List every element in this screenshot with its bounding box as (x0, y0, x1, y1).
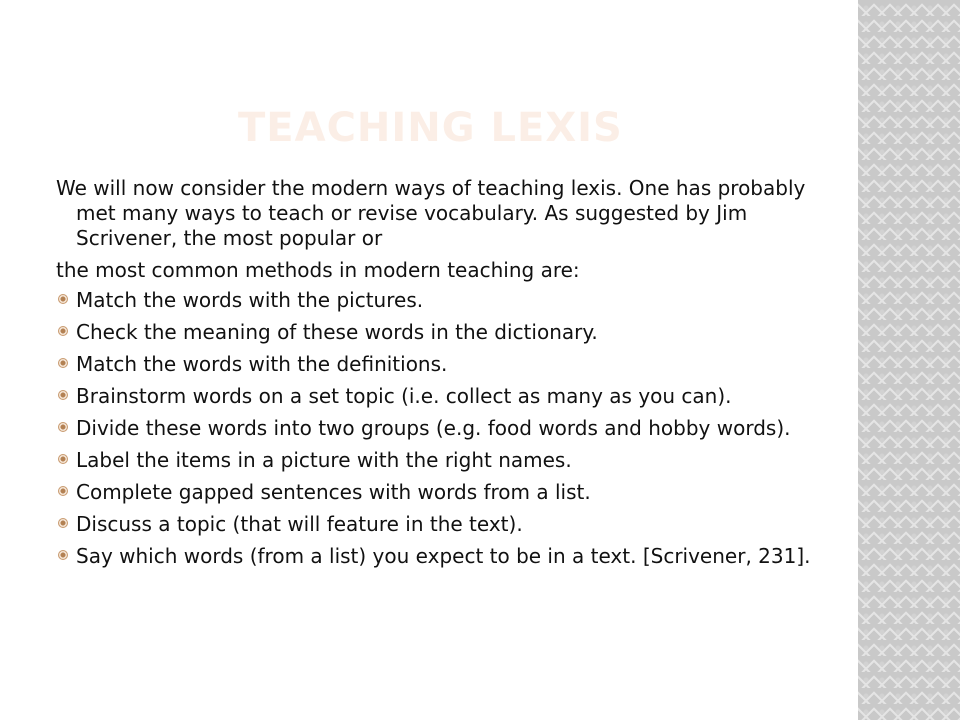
circle-bullet-icon (58, 390, 68, 400)
list-item (56, 480, 826, 505)
circle-bullet-icon (58, 518, 68, 528)
circle-bullet-icon (58, 454, 68, 464)
circle-bullet-icon (58, 422, 68, 432)
list-item (56, 320, 826, 345)
list-item-text: Check the meaning of these words in the dictionary. (76, 320, 598, 344)
list-item-text: Divide these words into two groups (e.g. food words and hobby words). (76, 416, 791, 440)
intro-continued: the most common methods in modern teaching are: (56, 258, 580, 282)
circle-bullet-icon (58, 294, 68, 304)
list-item-text: Match the words with the definitions. (76, 352, 448, 376)
list-item (56, 512, 826, 537)
circle-bullet-icon (58, 326, 68, 336)
list-item (56, 416, 826, 441)
circle-bullet-icon (58, 358, 68, 368)
decorative-side-pattern (858, 0, 960, 720)
circle-bullet-icon (58, 486, 68, 496)
list-item (56, 352, 826, 377)
methods-list (56, 288, 826, 569)
list-item-text: Brainstorm words on a set topic (i.e. collect as many as you can). (76, 384, 732, 408)
list-item-text: Say which words (from a list) you expect to be in a text. [Scrivener, 231]. (76, 544, 811, 568)
intro-paragraph: We will now consider the modern ways of teaching lexis. One has probably met many ways to teach or revise vocabulary. As suggested by Jim Scrivener, the most popular or (56, 176, 806, 250)
circle-bullet-icon (58, 550, 68, 560)
list-item-text: Complete gapped sentences with words from a list. (76, 480, 591, 504)
list-item (56, 384, 826, 409)
list-item-text: Match the words with the pictures. (76, 288, 424, 312)
list-item (56, 288, 826, 313)
list-item-text: Discuss a topic (that will feature in the text). (76, 512, 523, 536)
slide-title: TEACHING LEXIS (238, 105, 623, 151)
slide-content (56, 176, 826, 576)
list-item-text: Label the items in a picture with the right names. (76, 448, 572, 472)
list-item (56, 448, 826, 473)
list-item (56, 544, 826, 569)
